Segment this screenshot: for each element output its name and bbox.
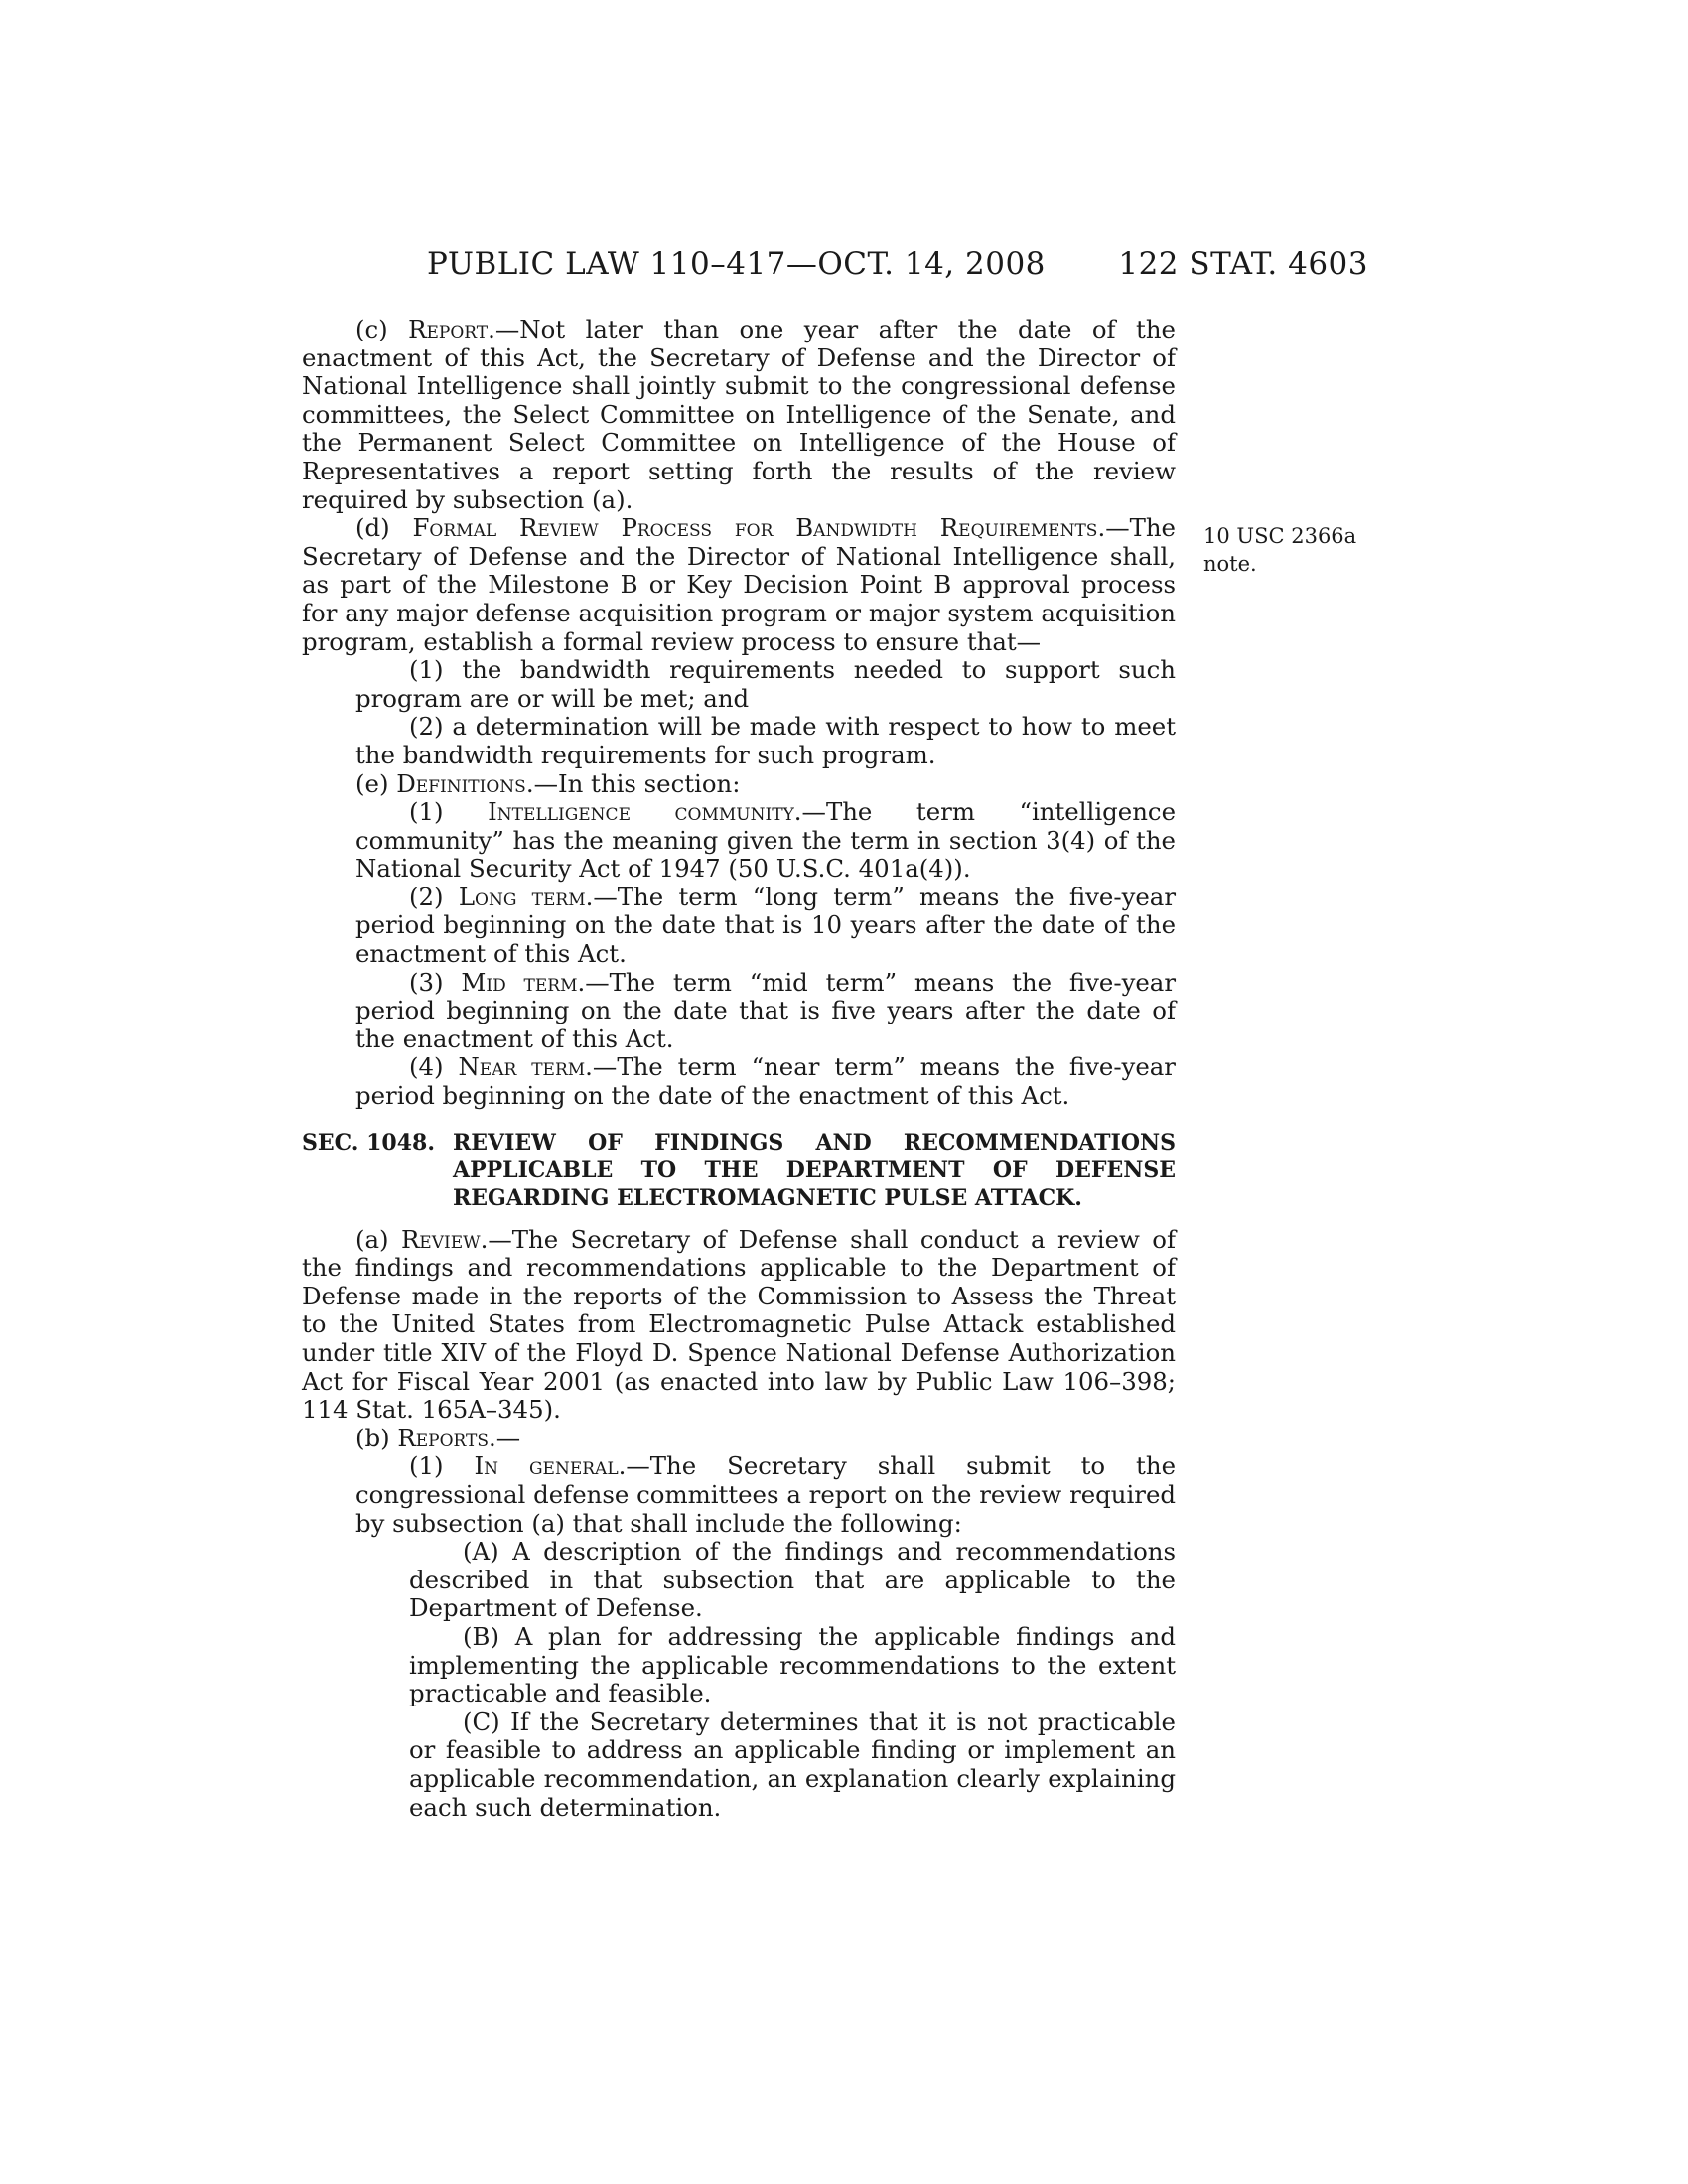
- subparagraph-item: (A) A description of the findings and recommendations described in that subsection that are applicable to the Department of Defense.: [409, 1537, 1176, 1623]
- subsection-b: (b) Reports.—: [355, 1423, 521, 1452]
- subsection-heading: Review: [400, 1224, 481, 1254]
- subsection-heading: Reports: [397, 1423, 490, 1452]
- page-header: [427, 246, 1368, 286]
- subsection-d: (d) Formal Review Process for Bandwidth Requirements.—The Secretary of Defense and the Director of National Intelligence shall, as part of the Milestone B or Key Decision Point B approval process for any major defense acquisition program or major system acquisition program, establish a formal review process to ensure that—: [302, 513, 1176, 656]
- subsection-heading: Report: [408, 315, 489, 343]
- section-heading: [302, 1129, 1176, 1212]
- subsection-e: (e) Definitions.—In this section:: [355, 768, 741, 798]
- margin-note: [1203, 522, 1356, 578]
- paragraph-item: (1) In general.—The Secretary shall submit to the congressional defense committees a report on the review required by subsection (a) that shall include the following:: [355, 1451, 1176, 1538]
- subsection-c: (c) Report.—Not later than one year after the date of the enactment of this Act, the Secretary of Defense and the Director of National Intelligence shall jointly submit to the congressional defense committees, the Select Committee on Intelligence of the Senate, and the Permanent Select Committee on Intelligence of the House of Representatives a report setting forth the results of the review required by subsection (a).: [302, 315, 1176, 514]
- page-body: [302, 316, 1176, 1822]
- running-head-title: PUBLIC LAW 110–417—OCT. 14, 2008: [427, 246, 1046, 282]
- definition-item: (3) Mid term.—The term “mid term” means the five-year period beginning on the date that is five years after the date of the enactment of this Act.: [355, 967, 1176, 1053]
- subsection-heading: Definitions: [396, 768, 526, 798]
- subparagraph-item: (C) If the Secretary determines that it is not practicable or feasible to address an applicable finding or implement an applicable recommendation, an explanation clearly explaining each such determination.: [409, 1706, 1176, 1822]
- definition-item: (4) Near term.—The term “near term” means the five-year period beginning on the date of the enactment of this Act.: [355, 1052, 1176, 1111]
- subsection-heading: Formal Review Process for Bandwidth Requirements: [412, 513, 1098, 543]
- paragraph-item: (2) a determination will be made with respect to how to meet the bandwidth requirements for such program.: [355, 712, 1176, 769]
- subsection-a: (a) Review.—The Secretary of Defense shall conduct a review of the findings and recommendations applicable to the Department of Defense made in the reports of the Commission to Assess the Threat to the United States from Electromagnetic Pulse Attack established under title XIV of the Floyd D. Spence National Defense Authorization Act for Fiscal Year 2001 (as enacted into law by Public Law 106–398; 114 Stat. 165A–345).: [302, 1224, 1176, 1425]
- paragraph-item: (1) the bandwidth requirements needed to support such program are or will be met; and: [355, 655, 1176, 713]
- margin-note-line: 10 USC 2366a: [1203, 524, 1357, 548]
- margin-note-line: note.: [1203, 552, 1257, 576]
- definition-item: (1) Intelligence community.—The term “intelligence community” has the meaning given the term in section 3(4) of the National Security Act of 1947 (50 U.S.C. 401a(4)).: [355, 797, 1176, 884]
- subparagraph-item: (B) A plan for addressing the applicable findings and implementing the applicable recommendations to the extent practicable and feasible.: [409, 1621, 1176, 1708]
- definition-item: (2) Long term.—The term “long term” means the five-year period beginning on the date that is 10 years after the date of the enactment of this Act.: [355, 882, 1176, 969]
- section-number: SEC. 1048.: [302, 1129, 435, 1156]
- section-title: REVIEW OF FINDINGS AND RECOMMENDATIONS APPLICABLE TO THE DEPARTMENT OF DEFENSE REGARDING ELECTROMAGNETIC PULSE ATTACK.: [453, 1129, 1176, 1211]
- statute-page-number: 122 STAT. 4603: [1118, 246, 1368, 282]
